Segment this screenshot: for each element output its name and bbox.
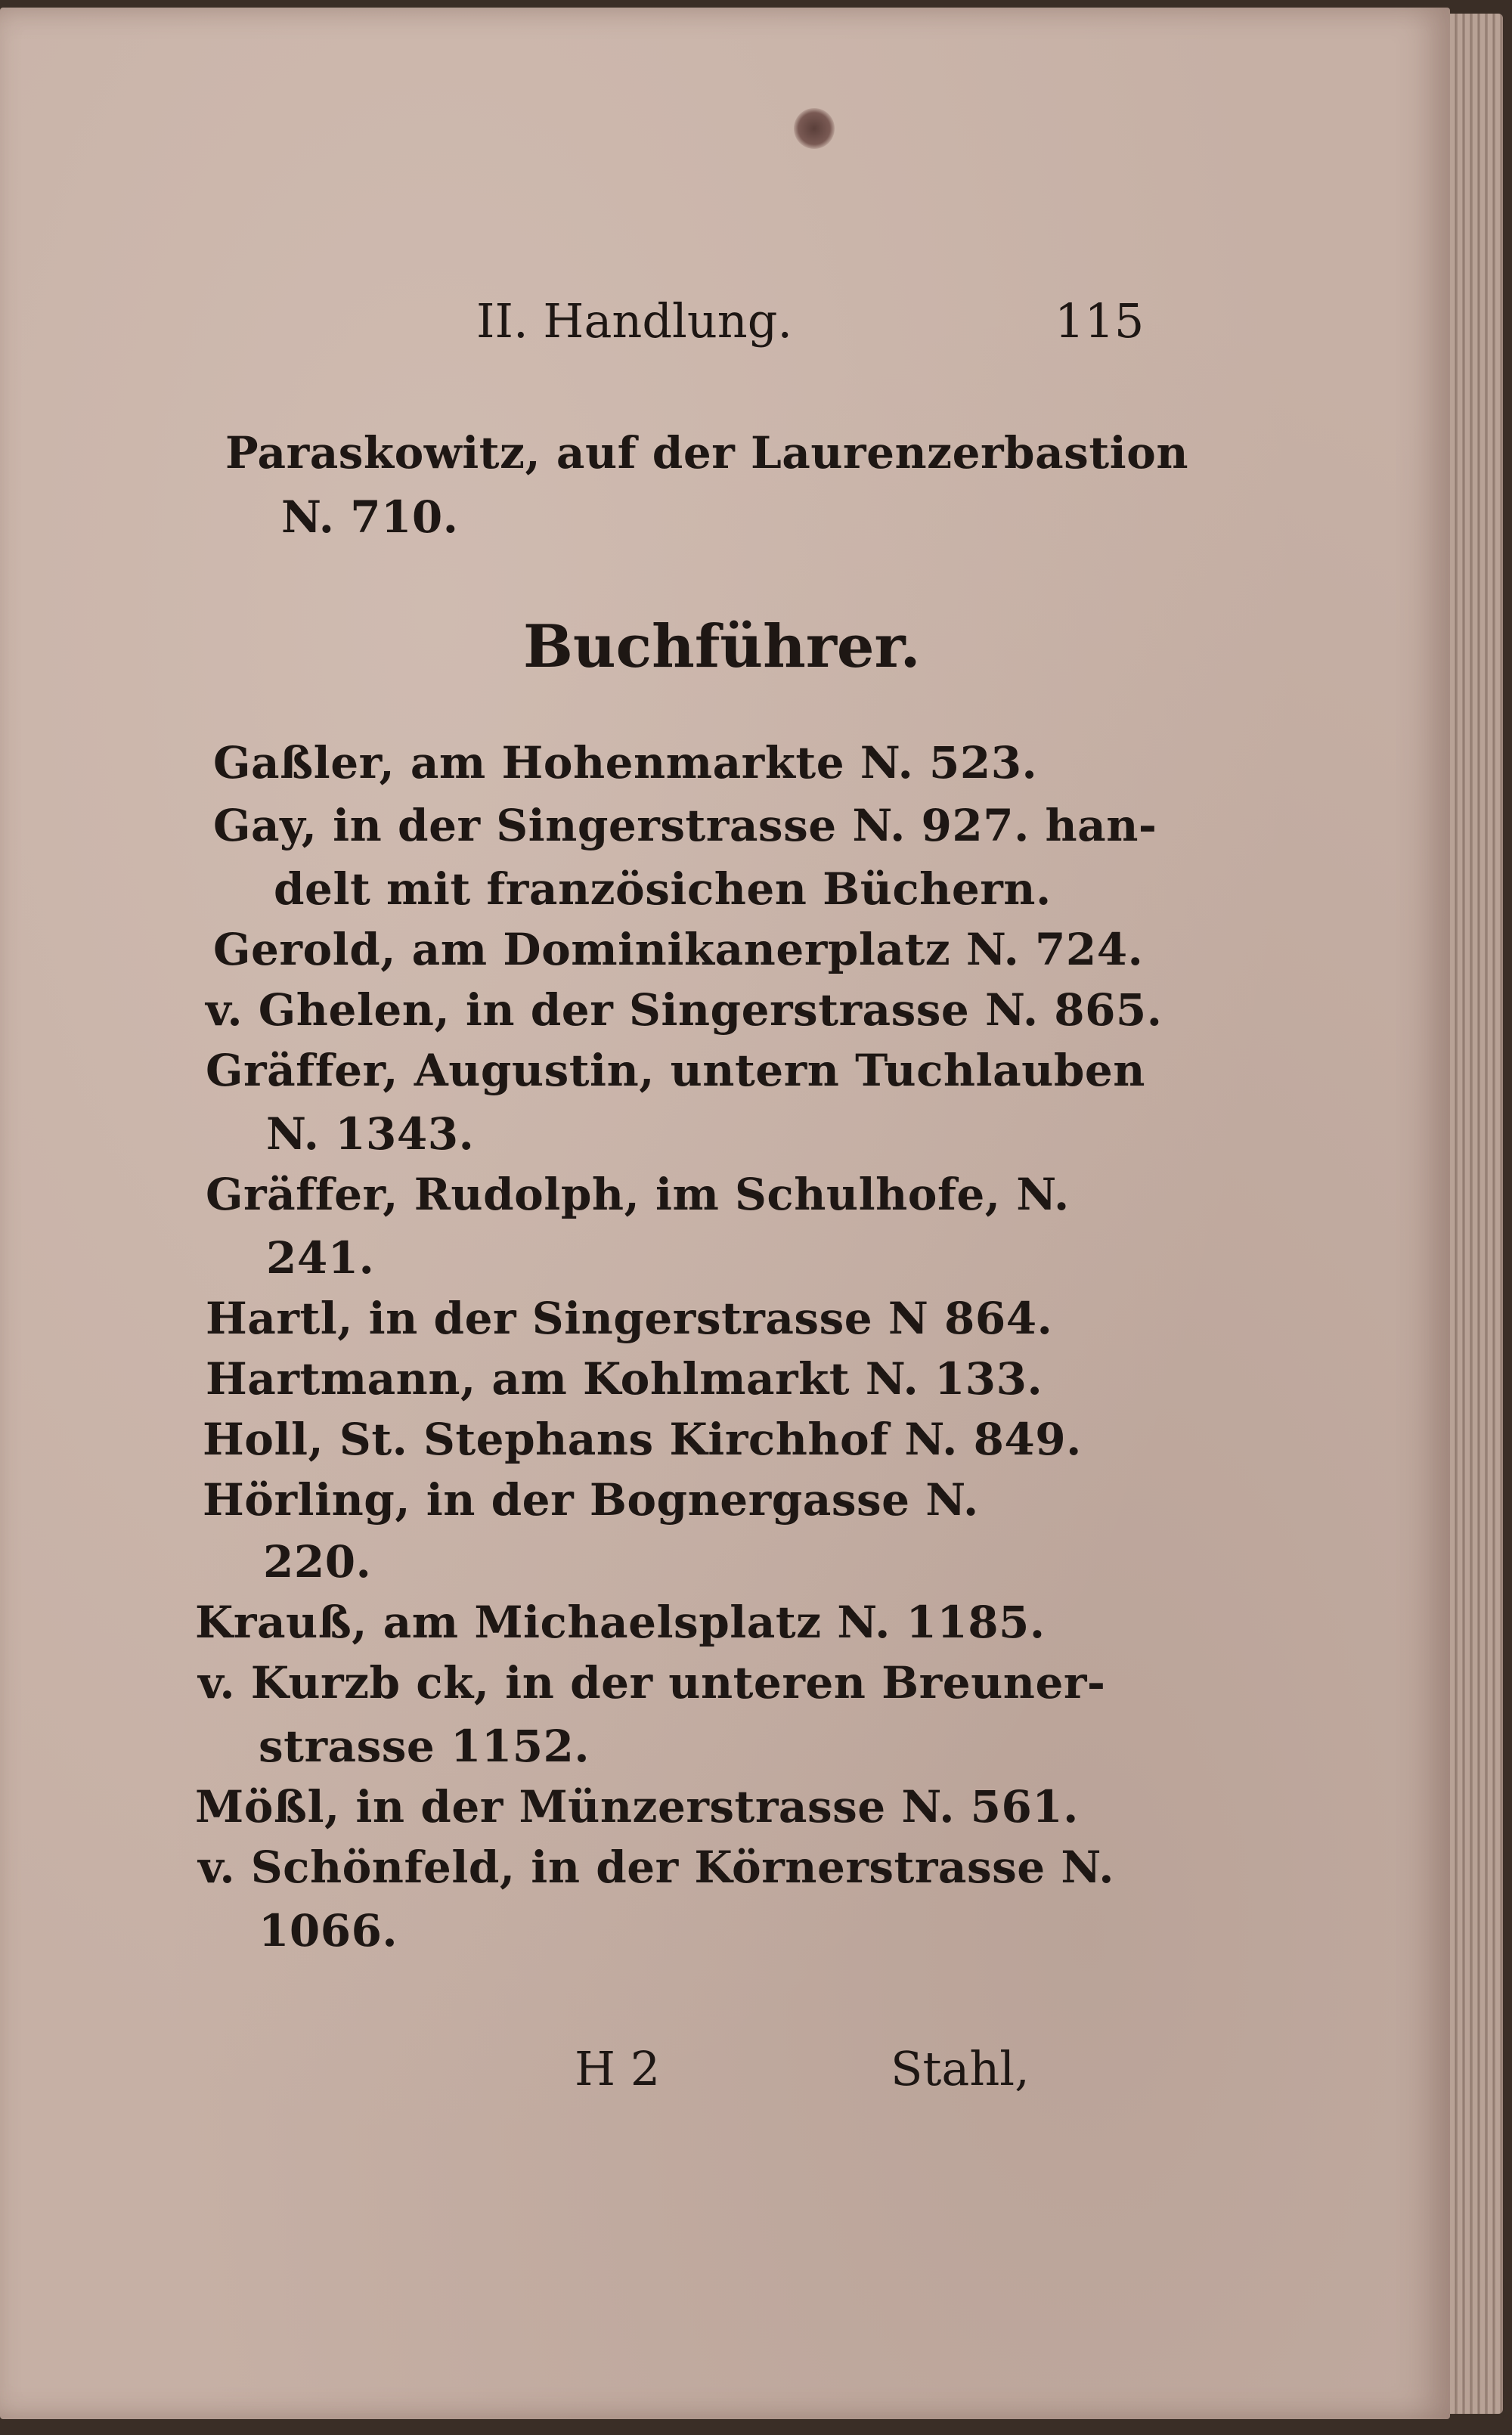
entry-line: Hartl, in der Singerstrasse N 864. <box>206 1293 1053 1344</box>
entry-line: strasse 1152. <box>259 1721 590 1772</box>
section-title: Buchführer. <box>523 612 921 681</box>
entry-line: Hartmann, am Kohlmarkt N. 133. <box>206 1353 1043 1405</box>
running-header: II. Handlung. <box>476 293 793 349</box>
entry-line: delt mit französichen Büchern. <box>274 863 1052 915</box>
entry-line: v. Ghelen, in der Singerstrasse N. 865. <box>206 984 1163 1036</box>
book-page <box>0 8 1450 2419</box>
entry-line: Gräffer, Augustin, untern Tuchlauben <box>206 1045 1145 1096</box>
signature-mark: H 2 <box>575 2041 661 2096</box>
entry-line: 220. <box>263 1536 372 1588</box>
entry-line: Gay, in der Singerstrasse N. 927. han- <box>213 800 1157 851</box>
page-number: 115 <box>1055 293 1145 349</box>
entry-line: Gaßler, am Hohenmarkte N. 523. <box>213 737 1038 788</box>
entry-line: Gerold, am Dominikanerplatz N. 724. <box>213 924 1144 975</box>
entry-line: 241. <box>266 1232 375 1284</box>
entry-line: Krauß, am Michaelsplatz N. 1185. <box>195 1597 1046 1648</box>
page-edges <box>1450 14 1503 2414</box>
ink-stain <box>794 108 835 149</box>
entry-line: v. Schönfeld, in der Körnerstrasse N. <box>198 1842 1114 1893</box>
catchword: Stahl, <box>891 2041 1030 2096</box>
entry-line: 1066. <box>259 1905 398 1956</box>
entry-line: Gräffer, Rudolph, im Schulhofe, N. <box>206 1169 1070 1220</box>
intro-line: Paraskowitz, auf der Laurenzerbastion <box>225 427 1188 479</box>
entry-line: N. 1343. <box>266 1108 475 1160</box>
entry-line: v. Kurzb ck, in der unteren Breuner- <box>198 1657 1106 1709</box>
entry-line: Mößl, in der Münzerstrasse N. 561. <box>195 1781 1079 1832</box>
entry-line: Holl, St. Stephans Kirchhof N. 849. <box>203 1414 1082 1465</box>
entry-line: Hörling, in der Bognergasse N. <box>203 1474 979 1526</box>
intro-line: N. 710. <box>281 491 459 543</box>
